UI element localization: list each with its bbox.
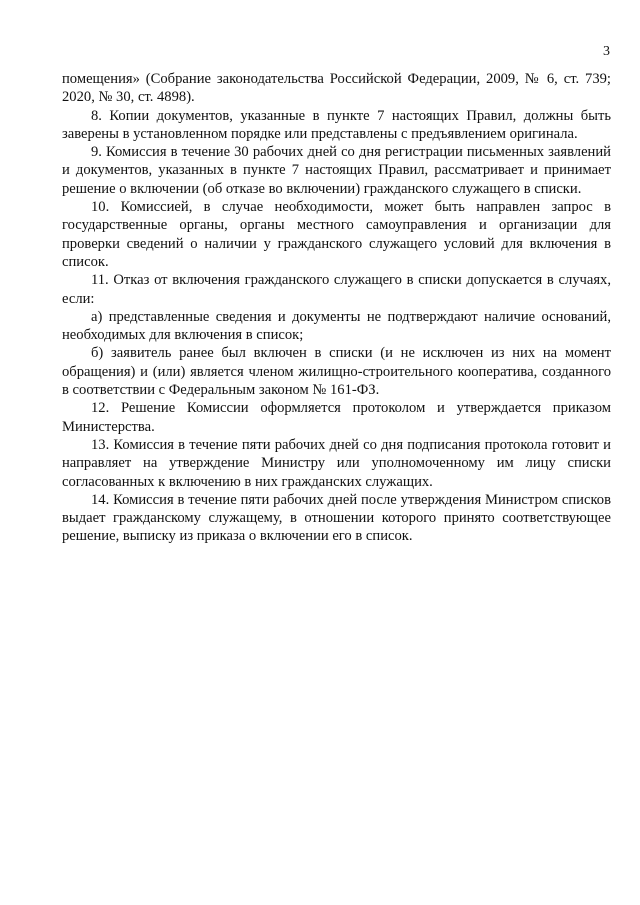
paragraph-12: 12. Решение Комиссии оформляется протоколом и утверждается приказом Министерства. [62,400,611,435]
paragraph-13: 13. Комиссия в течение пяти рабочих дней со дня подписания протокола готовит и направляет на утверждение Министру или уполномоченному им лицу списки согласованных к включению в них гражданских служащих. [62,436,611,490]
paragraph-8: 8. Копии документов, указанные в пункте 7 настоящих Правил, должны быть заверены в установленном порядке или представлены с предъявлением оригинала. [62,107,611,142]
paragraph-14: 14. Комиссия в течение пяти рабочих дней после утверждения Министром списков выдает гражданскому служащему, в отношении которого принято соответствующее решение, выписку из приказа о включении его в список. [62,491,611,545]
paragraph-10: 10. Комиссией, в случае необходимости, может быть направлен запрос в государственные органы, органы местного самоуправления и организации для проверки сведений о наличии у гражданского служащего условий для включения в список. [62,199,611,270]
paragraph-9: 9. Комиссия в течение 30 рабочих дней со дня регистрации письменных заявлений и документов, указанных в пункте 7 настоящих Правил, рассматривает и принимает решение о включении (об отказе во включении) гражданского служащего в списки. [62,144,611,197]
paragraph-continuation: помещения» (Собрание законодательства Российской Федерации, 2009, № 6, ст. 739; 2020, № 30, ст. 4898). [62,71,611,106]
page-number: 3 [603,44,610,59]
document-body [62,70,611,546]
paragraph-11-b: б) заявитель ранее был включен в списки (и не исключен из них на момент обращения) и (или) является членом жилищно-строительного кооператива, созданного в соответствии с Федеральным законом № 161-ФЗ. [62,345,611,399]
paragraph-11-a: а) представленные сведения и документы не подтверждают наличие оснований, необходимых для включения в список; [62,308,611,344]
paragraph-11: 11. Отказ от включения гражданского служащего в списки допускается в случаях, если: [62,272,611,307]
